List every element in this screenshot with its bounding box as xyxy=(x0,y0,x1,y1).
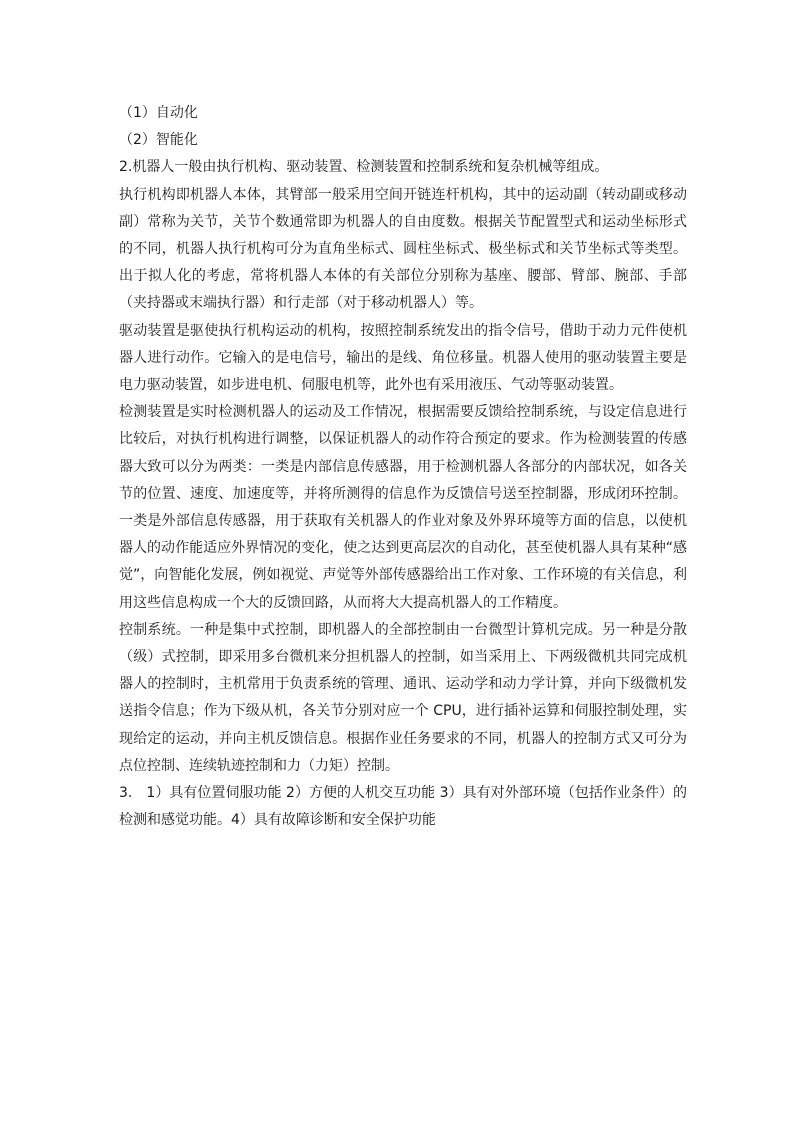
document-body xyxy=(119,100,687,834)
paragraph-drive-device: 驱动装置是驱使执行机构运动的机构，按照控制系统发出的指令信号，借助于动力元件使机器人进行动作。它输入的是电信号，输出的是线、角位移量。机器人使用的驱动装置主要是电力驱动装置，如步进电机、伺服电机等，此外也有采用液压、气动等驱动装置。 xyxy=(119,322,687,394)
paragraph-control-system: 控制系统。一种是集中式控制，即机器人的全部控制由一台微型计算机完成。另一种是分散（级）式控制，即采用多台微机来分担机器人的控制，如当采用上、下两级微机共同完成机器人的控制时，主机常用于负责系统的管理、通讯、运动学和动力学计算，并向下级微机发送指令信息；作为下级从机，各关节分别对应一个 CPU，进行插补运算和伺服控制处理，实现给定的运动，并向主机反馈信息。根据作业任务要求的不同，机器人的控制方式又可分为点位控制、连续轨迹控制和力（力矩）控制。 xyxy=(119,621,687,774)
paragraph-robot-composition: 2.机器人一般由执行机构、驱动装置、检测装置和控制系统和复杂机械等组成。 xyxy=(119,159,609,176)
list-item-intelligence: （2）智能化 xyxy=(119,132,198,149)
list-item-automation: （1）自动化 xyxy=(119,105,198,121)
paragraph-detection-device: 检测装置是实时检测机器人的运动及工作情况，根据需要反馈给控制系统，与设定信息进行比较后，对执行机构进行调整，以保证机器人的动作符合预定的要求。作为检测装置的传感器大致可以分为两类：一类是内部信息传感器，用于检测机器人各部分的内部状况，如各关节的位置、速度、加速度等，并将所测得的信息作为反馈信号送至控制器，形成闭环控制。一类是外部信息传感器，用于获取有关机器人的作业对象及外界环境等方面的信息，以使机器人的动作能适应外界情况的变化，使之达到更高层次的自动化，甚至使机器人具有某种“感觉”，向智能化发展，例如视觉、声觉等外部传感器给出工作对象、工作环境的有关信息，利用这些信息构成一个大的反馈回路，从而将大大提高机器人的工作精度。 xyxy=(119,404,687,611)
paragraph-actuator: 执行机构即机器人本体，其臂部一般采用空间开链连杆机构，其中的运动副（转动副或移动副）常称为关节，关节个数通常即为机器人的自由度数。根据关节配置型式和运动坐标形式的不同，机器人执行机构可分为直角坐标式、圆柱坐标式、极坐标式和关节坐标式等类型。出于拟人化的考虑，常将机器人本体的有关部位分别称为基座、腰部、臂部、腕部、手部（夹持器或末端执行器）和行走部（对于移动机器人）等。 xyxy=(119,186,687,312)
paragraph-functions: 3. 1）具有位置伺服功能 2）方便的人机交互功能 3）具有对外部环境（包括作业条件）的检测和感觉功能。4）具有故障诊断和安全保护功能 xyxy=(119,785,687,829)
